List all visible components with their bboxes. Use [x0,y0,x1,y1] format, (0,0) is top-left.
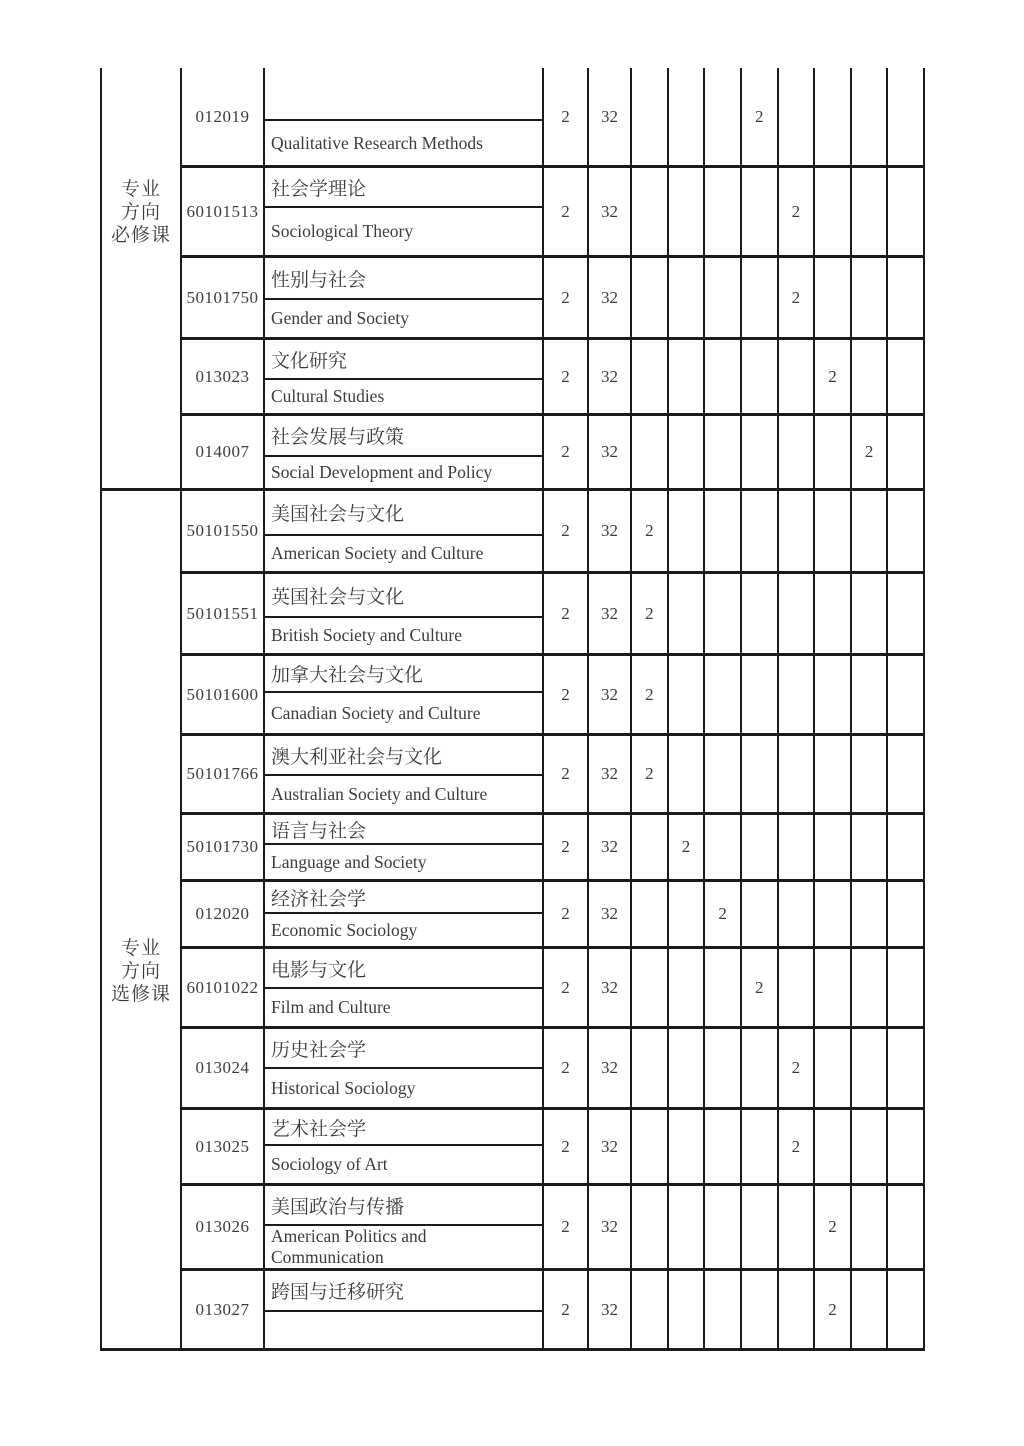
semester-cell [705,1029,742,1107]
course-name-cell [265,1271,544,1348]
course-name-cell [265,949,544,1026]
semester-cell [888,1110,925,1183]
course-name-cn: 性别与社会 [265,258,542,300]
course-name-cell [265,68,544,165]
course-code-cell: 50101766 [182,736,265,812]
semester-cell [705,1186,742,1268]
hours-cell: 32 [589,815,632,879]
course-name-en: Canadian Society and Culture [271,702,481,723]
semester-cell [669,656,706,733]
semester-cell [852,1029,889,1107]
course-name-cell [265,340,544,413]
course-code-cell: 60101022 [182,949,265,1026]
semester-cell [669,491,706,571]
semester-cell [669,340,706,413]
course-row [182,416,925,488]
course-code-cell: 013023 [182,340,265,413]
semester-cell [632,1186,669,1268]
hours-cell: 32 [589,736,632,812]
semester-cell [852,1110,889,1183]
category-cell [102,491,182,1348]
semester-cell [705,340,742,413]
semester-cell [705,168,742,255]
semester-cell [705,736,742,812]
course-row [182,258,925,340]
course-name-en: American Society and Culture [271,543,484,563]
course-row [182,882,925,949]
semester-cell [852,1186,889,1268]
semester-cell [705,258,742,337]
semester-cell [705,491,742,571]
course-row [182,736,925,815]
hours-cell: 32 [589,1029,632,1107]
course-code-cell: 50101600 [182,656,265,733]
course-name-en: Cultural Studies [271,386,385,406]
semester-cell [852,68,889,165]
course-name-cn: 社会学理论 [265,168,542,208]
category-label-line: 必修课 [110,225,171,246]
semester-cell [852,491,889,571]
category-label [102,178,180,247]
semester-cell: 2 [705,882,742,946]
semester-cell [779,574,816,653]
semester-cell [888,258,925,337]
semester-cell [815,168,852,255]
course-name-cell [265,416,544,488]
semester-cell [632,68,669,165]
semester-cell [742,1271,779,1348]
semester-cell [852,882,889,946]
course-row [182,1110,925,1186]
semester-cell [815,1029,852,1107]
credits-cell: 2 [544,168,589,255]
course-row [182,949,925,1029]
semester-cell [742,882,779,946]
credits-cell: 2 [544,1110,589,1183]
course-code-cell: 50101550 [182,491,265,571]
semester-cell [742,416,779,488]
semester-cell [669,258,706,337]
semester-cell [888,1271,925,1348]
course-name-cn: 经济社会学 [265,882,542,914]
course-rows [182,68,925,488]
category-label [102,937,180,1006]
course-name-cell [265,491,544,571]
semester-cell [705,416,742,488]
semester-cell [779,340,816,413]
semester-cell [815,491,852,571]
credits-cell: 2 [544,949,589,1026]
semester-cell [742,168,779,255]
course-code-cell: 012019 [182,68,265,165]
course-name-en: Qualitative Research Methods [271,132,483,153]
course-name-cell [265,815,544,879]
course-name-cell [265,168,544,255]
course-name-cn: 美国社会与文化 [265,491,542,536]
semester-cell [669,736,706,812]
semester-cell [632,340,669,413]
semester-cell [888,491,925,571]
hours-cell: 32 [589,574,632,653]
course-name-cn: 加拿大社会与文化 [265,656,542,693]
course-code-cell: 013024 [182,1029,265,1107]
semester-cell [669,882,706,946]
semester-cell [888,882,925,946]
semester-cell: 2 [632,491,669,571]
semester-cell [815,656,852,733]
semester-cell [669,1029,706,1107]
semester-cell [632,949,669,1026]
semester-cell [742,1186,779,1268]
semester-cell [852,949,889,1026]
hours-cell: 32 [589,168,632,255]
semester-cell [742,656,779,733]
course-name-cell [265,736,544,812]
credits-cell: 2 [544,416,589,488]
semester-cell: 2 [815,340,852,413]
course-code-cell: 013025 [182,1110,265,1183]
semester-cell [742,1029,779,1107]
semester-cell [632,168,669,255]
course-name-cn: 跨国与迁移研究 [265,1271,542,1312]
course-name-en: American Politics and Communication [271,1226,427,1267]
course-name-en: Language and Society [271,851,427,872]
course-row [182,815,925,882]
category-cell [102,68,182,488]
semester-cell [669,574,706,653]
course-name-en: Historical Sociology [271,1077,416,1098]
course-name-cell [265,258,544,337]
semester-cell [632,1029,669,1107]
semester-cell [852,736,889,812]
semester-cell [705,1271,742,1348]
course-row [182,1271,925,1348]
semester-cell [779,656,816,733]
credits-cell: 2 [544,1029,589,1107]
table-body [100,68,925,1351]
course-name-en: Sociological Theory [271,221,414,241]
credits-cell: 2 [544,1271,589,1348]
table-section [102,491,925,1351]
course-name-en: Social Development and Policy [271,462,493,482]
semester-cell: 2 [742,68,779,165]
semester-cell [742,258,779,337]
credits-cell: 2 [544,68,589,165]
semester-cell: 2 [669,815,706,879]
hours-cell: 32 [589,1271,632,1348]
credits-cell: 2 [544,656,589,733]
course-name-cn: 社会发展与政策 [265,416,542,457]
semester-cell [742,736,779,812]
semester-cell [779,416,816,488]
semester-cell: 2 [632,736,669,812]
course-name-cell [265,1110,544,1183]
semester-cell [888,416,925,488]
course-row [182,491,925,574]
semester-cell [669,1186,706,1268]
course-name-cn: 文化研究 [265,340,542,380]
semester-cell [632,258,669,337]
semester-cell [779,491,816,571]
semester-cell: 2 [779,168,816,255]
table-section [102,68,925,491]
course-name-cell [265,574,544,653]
credits-cell: 2 [544,491,589,571]
hours-cell: 32 [589,882,632,946]
semester-cell [888,574,925,653]
course-row [182,68,925,168]
semester-cell [632,882,669,946]
course-name-en: Economic Sociology [271,919,418,940]
semester-cell [669,949,706,1026]
course-name-cell [265,656,544,733]
credits-cell: 2 [544,1186,589,1268]
category-label-line: 专业 [120,938,161,959]
semester-cell: 2 [815,1271,852,1348]
course-name-cn: 美国政治与传播 [265,1186,542,1226]
course-name-en: British Society and Culture [271,625,463,645]
semester-cell: 2 [852,416,889,488]
course-row [182,574,925,656]
semester-cell [815,882,852,946]
hours-cell: 32 [589,949,632,1026]
semester-cell [632,416,669,488]
hours-cell: 32 [589,656,632,733]
semester-cell [779,815,816,879]
credits-cell: 2 [544,815,589,879]
semester-cell: 2 [779,258,816,337]
course-code-cell: 013026 [182,1186,265,1268]
semester-cell [888,340,925,413]
credits-cell: 2 [544,882,589,946]
course-code-cell: 50101730 [182,815,265,879]
course-name-cell [265,1029,544,1107]
course-name-en: Australian Society and Culture [271,783,488,804]
credits-cell: 2 [544,258,589,337]
semester-cell [888,815,925,879]
semester-cell [705,68,742,165]
hours-cell: 32 [589,340,632,413]
semester-cell [852,168,889,255]
semester-cell [705,949,742,1026]
semester-cell [852,815,889,879]
semester-cell [888,1186,925,1268]
semester-cell [632,815,669,879]
hours-cell: 32 [589,258,632,337]
course-name-cn: 语言与社会 [265,815,542,845]
course-name-en [265,1312,542,1348]
semester-cell [742,815,779,879]
course-row [182,1029,925,1110]
semester-cell [632,1271,669,1348]
course-name-cell [265,1186,544,1268]
semester-cell [705,815,742,879]
semester-cell [888,736,925,812]
course-row [182,340,925,416]
semester-cell: 2 [742,949,779,1026]
hours-cell: 32 [589,416,632,488]
category-label-line: 方向 [120,961,161,982]
semester-cell [779,949,816,1026]
hours-cell: 32 [589,1186,632,1268]
semester-cell [669,1271,706,1348]
semester-cell [815,68,852,165]
semester-cell [742,340,779,413]
course-name-cell [265,882,544,946]
course-name-cn: 艺术社会学 [265,1110,542,1146]
semester-cell [888,949,925,1026]
course-rows [182,491,925,1348]
course-row [182,168,925,258]
semester-cell [705,656,742,733]
course-row [182,1186,925,1271]
semester-cell [705,1110,742,1183]
semester-cell [888,656,925,733]
hours-cell: 32 [589,68,632,165]
credits-cell: 2 [544,340,589,413]
semester-cell: 2 [779,1029,816,1107]
semester-cell [632,1110,669,1183]
course-code-cell: 60101513 [182,168,265,255]
semester-cell [815,949,852,1026]
curriculum-table [100,106,925,1319]
semester-cell [852,574,889,653]
course-code-cell: 50101551 [182,574,265,653]
semester-cell [669,416,706,488]
semester-cell [815,258,852,337]
category-label-line: 选修课 [110,984,171,1005]
semester-cell: 2 [815,1186,852,1268]
semester-cell: 2 [779,1110,816,1183]
semester-cell [815,416,852,488]
category-label-line: 专业 [120,179,161,200]
semester-cell [815,736,852,812]
semester-cell [705,574,742,653]
semester-cell [888,1029,925,1107]
semester-cell [779,68,816,165]
semester-cell [852,1271,889,1348]
semester-cell [852,340,889,413]
semester-cell [779,1271,816,1348]
course-name-cn [265,68,542,121]
semester-cell [815,1110,852,1183]
course-code-cell: 012020 [182,882,265,946]
semester-cell [852,258,889,337]
semester-cell [815,574,852,653]
semester-cell [742,491,779,571]
hours-cell: 32 [589,491,632,571]
course-code-cell: 50101750 [182,258,265,337]
semester-cell [669,168,706,255]
semester-cell [888,68,925,165]
course-name-cn: 澳大利亚社会与文化 [265,736,542,776]
semester-cell: 2 [632,574,669,653]
semester-cell [779,1186,816,1268]
course-row [182,656,925,736]
course-name-en: Film and Culture [271,997,391,1017]
semester-cell [815,815,852,879]
credits-cell: 2 [544,574,589,653]
semester-cell [669,68,706,165]
semester-cell [742,1110,779,1183]
course-name-cn: 历史社会学 [265,1029,542,1069]
hours-cell: 32 [589,1110,632,1183]
course-code-cell: 014007 [182,416,265,488]
semester-cell [888,168,925,255]
semester-cell: 2 [632,656,669,733]
course-name-en: Sociology of Art [271,1154,388,1174]
credits-cell: 2 [544,736,589,812]
semester-cell [742,574,779,653]
semester-cell [852,656,889,733]
course-name-en: Gender and Society [271,308,410,328]
course-code-cell: 013027 [182,1271,265,1348]
semester-cell [779,736,816,812]
course-name-cn: 电影与文化 [265,949,542,989]
course-name-cn: 英国社会与文化 [265,574,542,618]
semester-cell [669,1110,706,1183]
category-label-line: 方向 [120,202,161,223]
semester-cell [779,882,816,946]
